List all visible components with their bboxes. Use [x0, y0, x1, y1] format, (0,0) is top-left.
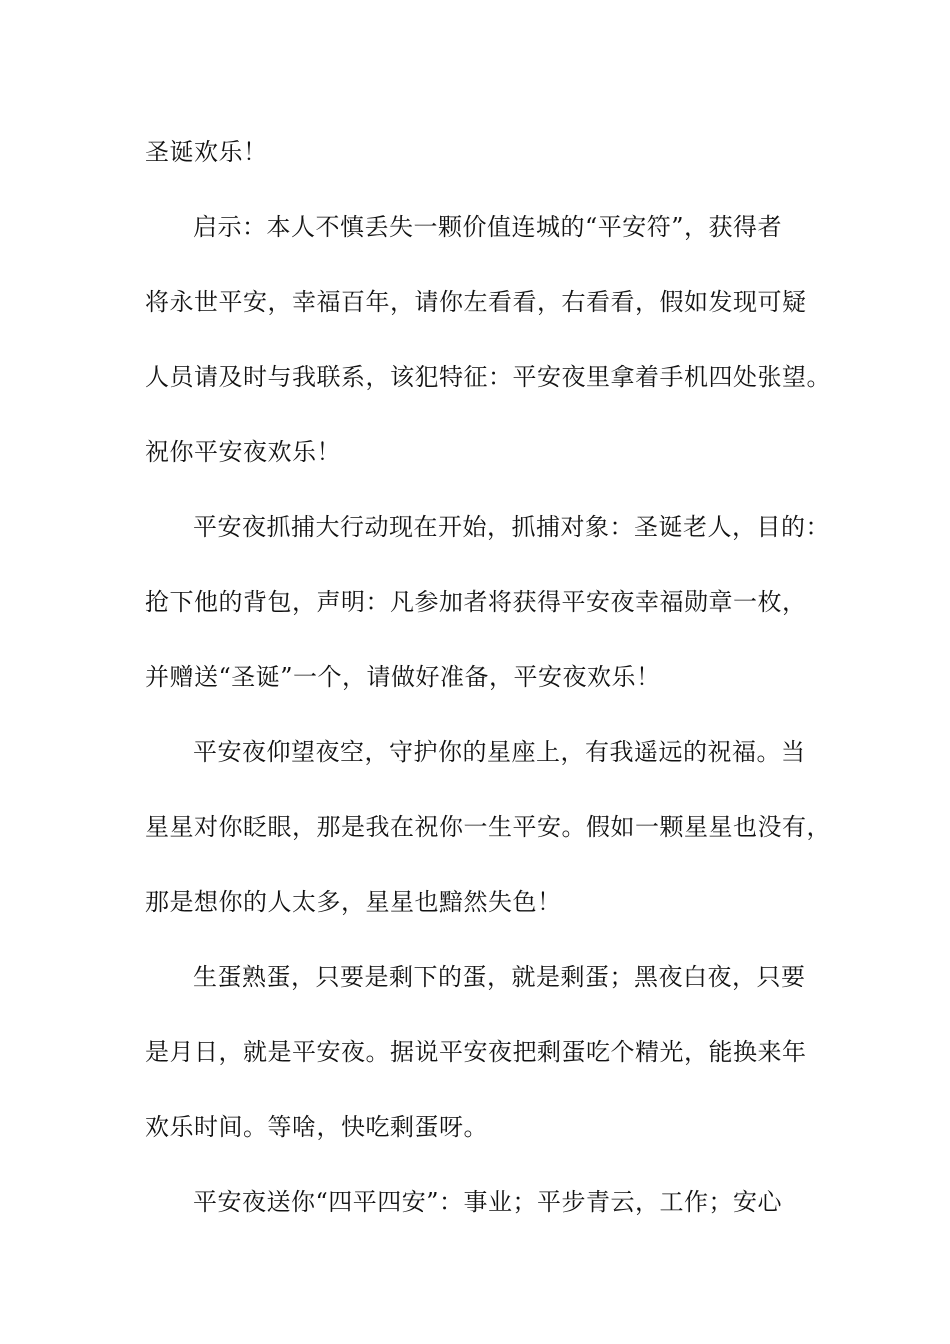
- text-line: 圣诞欢乐！: [145, 138, 268, 166]
- text-line: 祝你平安夜欢乐！: [145, 438, 341, 466]
- paragraph-first-line: 生蛋熟蛋，只要是剩下的蛋，就是剩蛋；黑夜白夜，只要: [193, 963, 806, 991]
- text-line: 并赠送“圣诞”一个，请做好准备，平安夜欢乐！: [145, 663, 661, 691]
- paragraph-first-line: 启示：本人不慎丢失一颗价值连城的“平安符”，获得者: [193, 213, 783, 241]
- text-line: 将永世平安，幸福百年，请你左看看，右看看，假如发现可疑: [145, 288, 807, 316]
- text-line: 星星对你眨眼，那是我在祝你一生平安。假如一颗星星也没有，: [145, 813, 831, 841]
- text-line: 是月日，就是平安夜。据说平安夜把剩蛋吃个精光，能换来年: [145, 1038, 807, 1066]
- text-line: 人员请及时与我联系，该犯特征：平安夜里拿着手机四处张望。: [145, 363, 831, 391]
- text-line: 那是想你的人太多，星星也黯然失色！: [145, 888, 562, 916]
- paragraph-first-line: 平安夜仰望夜空，守护你的星座上，有我遥远的祝福。当: [193, 738, 806, 766]
- paragraph-first-line: 平安夜抓捕大行动现在开始，抓捕对象：圣诞老人，目的：: [193, 513, 830, 541]
- text-line: 抢下他的背包，声明：凡参加者将获得平安夜幸福勋章一枚，: [145, 588, 807, 616]
- paragraph-first-line: 平安夜送你“四平四安”：事业；平步青云，工作；安心: [193, 1188, 783, 1216]
- text-line: 欢乐时间。等啥，快吃剩蛋呀。: [145, 1113, 488, 1141]
